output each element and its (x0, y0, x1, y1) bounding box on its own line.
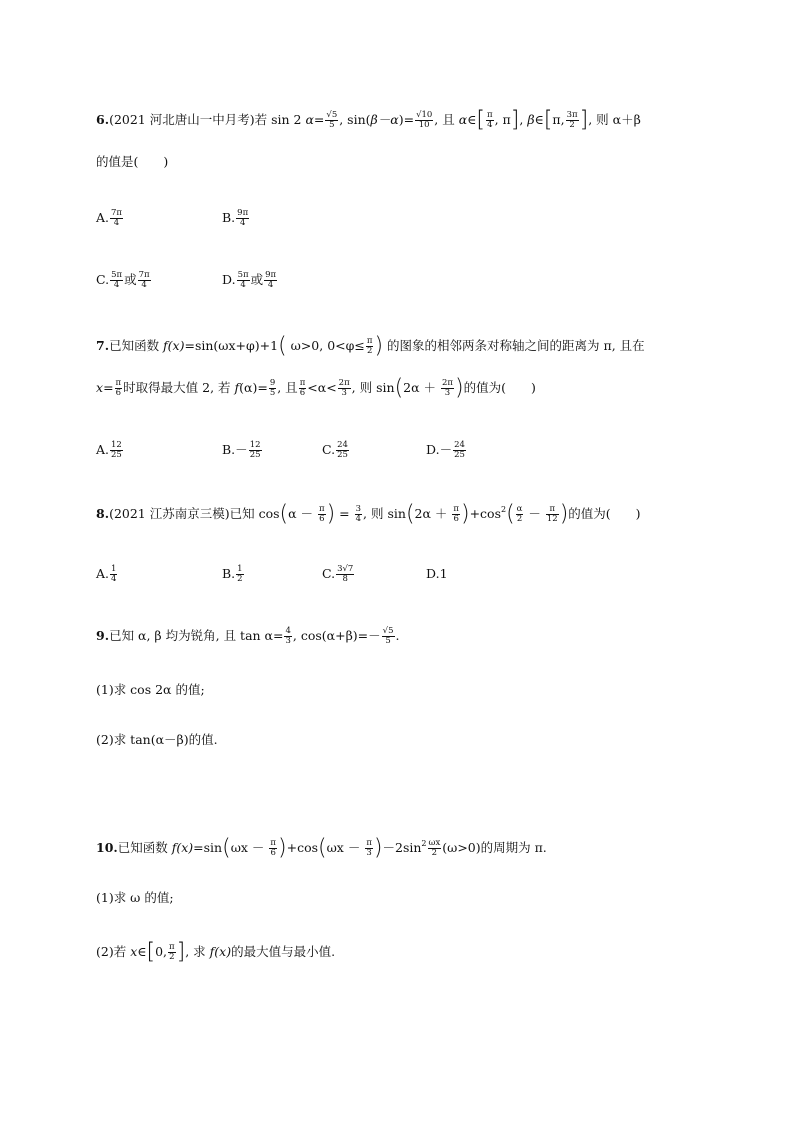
q6-option-d[interactable]: D. $\frac{5\pi}{4}$ 或 $\frac{9\pi}{4}$ (222, 270, 277, 290)
q6-line2: 的值是( ) (96, 154, 169, 169)
q7-option-c[interactable]: C. $\frac{24}{25}$ (322, 440, 348, 460)
q8-number: 8. (96, 506, 110, 521)
q9-part2: (2)求 tan(α－β)的值. (96, 732, 218, 747)
q6-line1: 6.(2021 河北唐山一中月考)若 sin 2 α= $\frac{√5}{5}$ , sin(β－α)= $\frac{√10}{10}$ , 且 α∈[ $\frac{\pi}{4}$ , π], β∈[π, $\frac{3\pi}{2}$ ], 则 α＋β (96, 107, 641, 133)
q7-option-d[interactable]: D.－ $\frac{24}{25}$ (426, 440, 465, 460)
q10-part2: (2)若 x∈[0, $\frac{\pi}{2}$ ], 求 f(x)的最大值与最小值. (96, 939, 336, 965)
q8-line1: 8.(2021 江苏南京三模)已知 cos(α － $\frac{\pi}{6}$ ) = $\frac{3}{4}$ , 则 sin(2α ＋ $\frac{\pi}{6}$ )$+\cos^2$( $\frac{\alpha}{2}$ － $\frac{\pi}{12}$ )的值为( ) (96, 501, 641, 527)
q7-option-b[interactable]: B.－ $\frac{12}{25}$ (222, 440, 261, 460)
q6-source: (2021 河北唐山一中月考) (109, 112, 255, 127)
q8-option-c[interactable]: C. $\frac{3√7}{8}$ (322, 564, 354, 584)
q10-part1: (1)求 ω 的值; (96, 890, 174, 905)
q6-option-c[interactable]: C. $\frac{5\pi}{4}$ 或 $\frac{7\pi}{4}$ (96, 270, 150, 290)
q8-option-b[interactable]: B. $\frac{1}{2}$ (222, 564, 243, 584)
q6-option-b[interactable]: B. $\frac{9\pi}{4}$ (222, 208, 249, 228)
q10-number: 10. (96, 840, 118, 855)
q8-option-a[interactable]: A. $\frac{1}{4}$ (96, 564, 117, 584)
q8-option-d[interactable]: D.1 (426, 566, 448, 581)
q9-number: 9. (96, 628, 110, 643)
q7-line1: 7.已知函数 f(x)=sin(ωx+φ)+1( ω>0, 0<φ≤ $\frac{\pi}{2}$ ) 的图象的相邻两条对称轴之间的距离为 π, 且在 (96, 333, 645, 359)
q9-part1: (1)求 cos 2α 的值; (96, 682, 205, 697)
frac: $\frac{√5}{5}$ (326, 110, 338, 130)
q7-option-a[interactable]: A. $\frac{12}{25}$ (96, 440, 122, 460)
q9-line1: 9.已知 α, β 均为锐角, 且 tan α= $\frac{4}{3}$ , cos(α+β)=－ $\frac{√5}{5}$ . (96, 626, 400, 646)
q10-line1: 10.已知函数 f(x)=sin(ωx － $\frac{\pi}{6}$ )+cos(ωx － $\frac{\pi}{3}$ )$-2\sin^2$ $\frac{\omega x}{2}$ (ω>0)的周期为 π. (96, 835, 547, 861)
q7-line2: x= $\frac{\pi}{6}$ 时取得最大值 2, 若 f(α)= $\frac{9}{5}$ , 且 $\frac{\pi}{6}$ <α< $\frac{2\pi}{3}$ , 则 sin(2α ＋ $\frac{2\pi}{3}$ )的值为( ) (96, 375, 536, 401)
q6-number: 6. (96, 112, 110, 127)
q6-option-a[interactable]: A. $\frac{7\pi}{4}$ (96, 208, 123, 228)
q7-number: 7. (96, 338, 110, 353)
